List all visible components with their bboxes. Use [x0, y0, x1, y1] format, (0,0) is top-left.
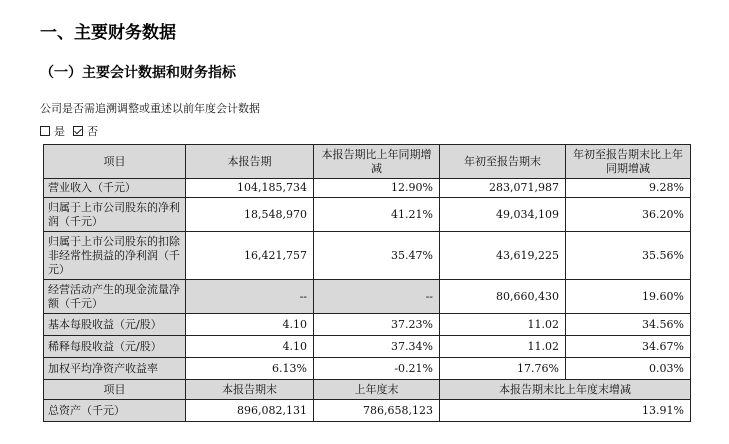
row-item: 基本每股收益（元/股）: [44, 314, 186, 336]
table-header-row: [44, 145, 691, 179]
table-row: [44, 198, 691, 232]
row-current: 4.10: [186, 314, 314, 336]
assets-period-end: 896,082,131: [186, 400, 314, 422]
row-ytd-change: 35.56%: [566, 232, 691, 280]
row-item: 稀释每股收益（元/股）: [44, 336, 186, 358]
assets-item: 总资产（千元）: [44, 400, 186, 422]
option-no-label: 否: [87, 125, 98, 138]
header-item: 项目: [44, 145, 186, 179]
row-change: 37.23%: [314, 314, 440, 336]
header-current-period: 本报告期: [186, 145, 314, 179]
row-ytd-change: 0.03%: [566, 358, 691, 380]
row-ytd: 11.02: [440, 314, 566, 336]
checked-box-icon[interactable]: [73, 126, 83, 136]
table-header-row-2: [44, 380, 691, 400]
row-ytd-change: 34.67%: [566, 336, 691, 358]
row-ytd-change: 34.56%: [566, 314, 691, 336]
table-row: [44, 179, 691, 198]
unchecked-box-icon[interactable]: [40, 126, 50, 136]
row-ytd: 49,034,109: [440, 198, 566, 232]
assets-change: 13.91%: [440, 400, 691, 422]
row-item: 归属于上市公司股东的扣除非经常性损益的净利润（千元）: [44, 232, 186, 280]
row-change: --: [314, 280, 440, 314]
assets-prior-year-end: 786,658,123: [314, 400, 440, 422]
row-change: 12.90%: [314, 179, 440, 198]
table-row: [44, 232, 691, 280]
header-ytd: 年初至报告期末: [440, 145, 566, 179]
header2-item: 项目: [44, 380, 186, 400]
header2-prior-year-end: 上年度末: [314, 380, 440, 400]
row-current: 6.13%: [186, 358, 314, 380]
row-change: 35.47%: [314, 232, 440, 280]
row-ytd: 283,071,987: [440, 179, 566, 198]
subsection-title: （一）主要会计数据和财务指标: [40, 65, 236, 81]
row-change: 37.34%: [314, 336, 440, 358]
row-current: 16,421,757: [186, 232, 314, 280]
row-change: -0.21%: [314, 358, 440, 380]
financial-data-table: [43, 144, 691, 422]
row-ytd: 17.76%: [440, 358, 566, 380]
restatement-question: 公司是否需追溯调整或重述以前年度会计数据: [40, 102, 260, 115]
header2-period-end: 本报告期末: [186, 380, 314, 400]
row-current: 4.10: [186, 336, 314, 358]
restatement-choice: [40, 123, 104, 139]
row-ytd-change: 36.20%: [566, 198, 691, 232]
header2-change: 本报告期末比上年度末增减: [440, 380, 691, 400]
row-ytd: 11.02: [440, 336, 566, 358]
row-ytd-change: 9.28%: [566, 179, 691, 198]
row-change: 41.21%: [314, 198, 440, 232]
table-row: [44, 336, 691, 358]
row-ytd-change: 19.60%: [566, 280, 691, 314]
table-row: [44, 358, 691, 380]
row-item: 归属于上市公司股东的净利润（千元）: [44, 198, 186, 232]
row-ytd: 43,619,225: [440, 232, 566, 280]
row-current: 104,185,734: [186, 179, 314, 198]
table-row: [44, 314, 691, 336]
header-change: 本报告期比上年同期增减: [314, 145, 440, 179]
row-current: 18,548,970: [186, 198, 314, 232]
row-item: 经营活动产生的现金流量净额（千元）: [44, 280, 186, 314]
row-item: 加权平均净资产收益率: [44, 358, 186, 380]
option-yes-label: 是: [54, 125, 65, 138]
header-ytd-change: 年初至报告期末比上年同期增减: [566, 145, 691, 179]
table-row: [44, 280, 691, 314]
row-ytd: 80,660,430: [440, 280, 566, 314]
section-title: 一、主要财务数据: [40, 23, 176, 43]
table-row: [44, 400, 691, 422]
row-current: --: [186, 280, 314, 314]
row-item: 营业收入（千元）: [44, 179, 186, 198]
